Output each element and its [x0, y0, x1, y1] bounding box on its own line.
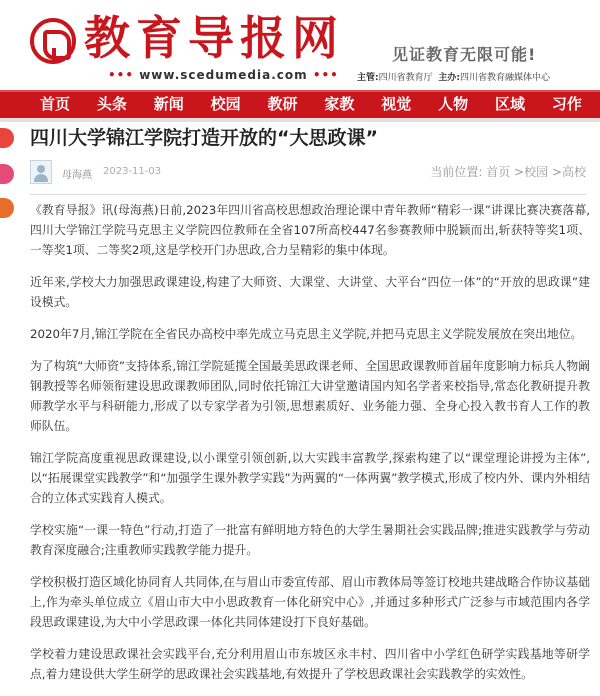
host-label: 主办: [438, 73, 460, 83]
main-nav [0, 90, 600, 118]
share-weibo-icon[interactable] [0, 128, 14, 148]
share-qzone-icon[interactable] [0, 164, 14, 184]
article-paragraph: 锦江学院高度重视思政课建设,以小课堂引领创新,以大实践丰富教学,探索构建了以“课堂理论讲授为主体”,以“拓展课堂实践教学”和“加强学生课外教学实践”为两翼的“一体两翼”教学模式,形成了校内外、课内外相结合的立体式实践育人模式。 [30, 451, 590, 505]
breadcrumb-label: 当前位置: [430, 165, 483, 179]
article-title: 四川大学锦江学院打造开放的“大思政课” [30, 127, 378, 149]
article-meta [30, 160, 586, 190]
sponsor-label: 主管: [357, 73, 379, 83]
article-paragraph: 近年来,学校大力加强思政课建设,构建了大师资、大课堂、大讲堂、大平台“四位一体”的“开放的思政课”建设模式。 [30, 275, 590, 309]
article-date: 2023-11-03 [103, 166, 162, 177]
article-author: 母海燕 [62, 170, 92, 181]
article-paragraph: 《教育导报》讯(母海燕)日前,2023年四川省高校思想政治理论课中青年教师“精彩一课”讲课比赛决赛落幕,四川大学锦江学院马克思主义学院四位教师在全省107所高校447名参赛教师中脱颖而出,斩获特等奖1项、一等奖1项、二等奖2项,这是学校开门办思政,合力呈精彩的集中体现。 [30, 203, 590, 257]
site-url-text: www.scedumedia.com [139, 68, 308, 82]
site-url [108, 68, 339, 82]
nav-item-news[interactable]: 新闻 [153, 95, 184, 113]
share-more-icon[interactable] [0, 198, 14, 218]
breadcrumb: 当前位置: 首页 >校园 >高校 [430, 165, 586, 179]
site-header [0, 0, 600, 90]
site-logo-icon[interactable] [30, 18, 76, 64]
nav-item-research[interactable]: 教研 [267, 95, 298, 113]
article-body [30, 200, 590, 696]
sponsor-info [357, 70, 550, 83]
article-paragraph: 学校实施“一课一特色”行动,打造了一批富有鲜明地方特色的大学生暑期社会实践品牌;推进实践教学与劳动教育深度融合;注重教师实践教学能力提升。 [30, 523, 590, 557]
slogan: 见证教育无限可能! [392, 45, 537, 64]
nav-item-family[interactable]: 家教 [324, 95, 355, 113]
breadcrumb-university[interactable]: 高校 [561, 165, 586, 179]
nav-item-campus[interactable]: 校园 [210, 95, 241, 113]
author-avatar-icon [30, 160, 52, 184]
nav-divider [0, 118, 600, 122]
article-paragraph: 学校着力建设思政课社会实践平台,充分利用眉山市东坡区永丰村、四川省中小学红色研学实践基地等研学点,着力建设供大学生研学的思政课社会实践基地,有效提升了学校思政课社会实践教学的实效性。 [30, 647, 590, 681]
nav-item-visual[interactable]: 视觉 [381, 95, 412, 113]
article-paragraph: 为了构筑“大师资”支持体系,锦江学院延揽全国最美思政课老师、全国思政课教师首届年度影响力标兵人物阚钢教授等名师领衔建设思政课教师团队,同时依托锦江大讲堂邀请国内知名学者来校指导,常态化教研提升教师教学水平与科研能力,形成了以专家学者为引领,思想素质好、业务能力强、全身心投入教书育人工作的教师队伍。 [30, 359, 590, 433]
nav-item-writing[interactable]: 习作 [551, 95, 582, 113]
nav-item-headlines[interactable]: 头条 [96, 95, 127, 113]
url-dots-left: ••• [108, 68, 135, 82]
article-paragraph: 学校积极打造区域化协同育人共同体,在与眉山市委宣传部、眉山市教体局等签订校地共建战略合作协议基础上,作为牵头单位成立《眉山市大中小思政教育一体化研究中心》,并通过多种形式广泛参与市域范围内各学段思政课建设,为大中小学思政课一体化共同体建设打下良好基础。 [30, 575, 590, 629]
breadcrumb-campus[interactable]: 校园 [524, 165, 549, 179]
meta-divider [30, 194, 586, 195]
article-paragraph: 2020年7月,锦江学院在全省民办高校中率先成立马克思主义学院,并把马克思主义学院发展放在突出地位。 [30, 327, 583, 341]
nav-item-home[interactable]: 首页 [40, 95, 71, 113]
sponsor-name: 四川省教育厅 [378, 73, 433, 83]
site-title[interactable]: 教育导报网 [84, 11, 344, 65]
nav-item-region[interactable]: 区域 [495, 95, 526, 113]
breadcrumb-home[interactable]: 首页 [486, 165, 511, 179]
nav-item-people[interactable]: 人物 [438, 95, 469, 113]
url-dots-right: ••• [312, 68, 339, 82]
host-name: 四川省教育融媒体中心 [459, 73, 550, 83]
